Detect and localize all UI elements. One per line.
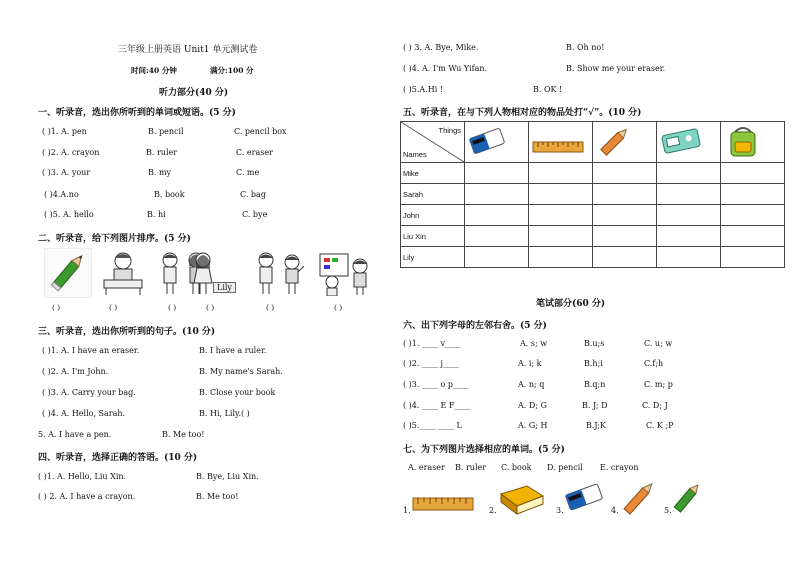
s4-q5-b: B. OK ! <box>533 85 563 94</box>
table-cell[interactable] <box>721 247 785 268</box>
s7-num-1: 1. <box>403 506 411 515</box>
s6-q2: ( )2. ____ j____ <box>403 359 459 368</box>
table-cell[interactable] <box>465 205 529 226</box>
things-label: Things <box>438 126 461 135</box>
s2-bracket-3: ( ) <box>168 303 177 312</box>
table-cell[interactable] <box>657 163 721 184</box>
table-cell[interactable] <box>465 226 529 247</box>
s1-q4: ( )4.A.no <box>44 190 79 199</box>
s7-option-b: B. ruler <box>455 463 487 472</box>
s6-q4-a: A. D; G <box>518 401 547 410</box>
ruler-picture <box>412 496 474 512</box>
greeting-kids-picture <box>254 250 306 296</box>
eraser-picture <box>563 480 605 514</box>
name-lily: Lily <box>401 247 465 268</box>
s1-q1-b: B. pencil <box>148 127 184 136</box>
s3-q5-b: B. Me too! <box>162 430 205 439</box>
s4-q4-a: ( )4. A. I'm Wu Yifan. <box>403 64 488 73</box>
name-liu-xin: Liu Xin <box>401 226 465 247</box>
table-cell[interactable] <box>465 184 529 205</box>
s7-num-5: 5. <box>664 506 672 515</box>
s4-q2-a: ( ) 2. A. I have a crayon. <box>38 492 136 501</box>
s2-bracket-1: ( ) <box>52 303 61 312</box>
table-cell[interactable] <box>529 226 593 247</box>
s1-q4-c: C. bag <box>240 190 266 199</box>
written-part-title: 笔试部分(60 分) <box>536 299 606 309</box>
lily-name-tag: Lily <box>213 282 236 293</box>
s6-q1-a: A. s; w <box>520 339 548 348</box>
s4-q5-a: ( )5.A.Hi ! <box>403 85 444 94</box>
table-cell[interactable] <box>593 226 657 247</box>
time-info: 时间:40 分钟 <box>131 66 177 75</box>
s1-q3-b: B. my <box>148 168 172 177</box>
s6-q4-c: C. D; J <box>642 401 668 410</box>
table-cell[interactable] <box>529 184 593 205</box>
ruler-icon <box>531 124 585 158</box>
s2-bracket-6: ( ) <box>334 303 343 312</box>
section7-title: 七、为下列图片选择相应的单词。(5 分) <box>403 445 565 455</box>
s6-q1: ( )1. ____ v____ <box>403 339 462 348</box>
s2-bracket-4: ( ) <box>206 303 215 312</box>
table-cell[interactable] <box>657 247 721 268</box>
s6-q2-b: B.h;i <box>584 359 603 368</box>
table-cell[interactable] <box>593 184 657 205</box>
s3-q3-a: ( )3. A. Carry your bag. <box>42 388 136 397</box>
s4-q4-b: B. Show me your eraser. <box>566 64 666 73</box>
s6-q3: ( )3. ____ o p____ <box>403 380 469 389</box>
table-cell[interactable] <box>529 163 593 184</box>
table-cell[interactable] <box>657 184 721 205</box>
book-picture <box>497 482 547 516</box>
header-crayon <box>593 122 657 163</box>
s3-q1-a: ( )1. A. I have an eraser. <box>42 346 140 355</box>
section1-title: 一、听录音，选出你所听到的单词或短语。(5 分) <box>38 108 236 118</box>
header-ruler <box>529 122 593 163</box>
s7-option-c: C. book <box>501 463 532 472</box>
bag-icon <box>723 124 763 158</box>
s4-q1-b: B. Bye, Liu Xin. <box>196 472 259 481</box>
s3-q1-b: B. I have a ruler. <box>199 346 267 355</box>
s7-num-2: 2. <box>489 506 497 515</box>
s1-q3: ( )3. A. your <box>42 168 91 177</box>
s6-q5: ( )5.____ ____ L <box>403 421 462 430</box>
table-cell[interactable] <box>721 205 785 226</box>
s4-q1-a: ( )1. A. Hello, Liu Xin. <box>38 472 127 481</box>
s1-q5-b: B. hi <box>147 210 166 219</box>
table-cell[interactable] <box>593 205 657 226</box>
s4-q3-b: B. Oh no! <box>566 43 605 52</box>
section4-title: 四、听录音，选择正确的答语。(10 分) <box>38 453 198 463</box>
header-pencil-box <box>657 122 721 163</box>
s1-q4-b: B. book <box>154 190 185 199</box>
s1-q3-c: C. me <box>236 168 260 177</box>
s1-q1: ( )1. A. pen <box>42 127 87 136</box>
table-cell[interactable] <box>721 163 785 184</box>
header-eraser <box>465 122 529 163</box>
s7-num-3: 3. <box>556 506 564 515</box>
s6-q3-c: C. m; p <box>644 380 673 389</box>
s6-q1-c: C. u; w <box>644 339 673 348</box>
s7-option-e: E. crayon <box>600 463 639 472</box>
table-cell[interactable] <box>465 247 529 268</box>
s1-q1-c: C. pencil box <box>234 127 287 136</box>
s6-q4-b: B. J; D <box>582 401 608 410</box>
score-info: 满分:100 分 <box>210 66 254 75</box>
s6-q5-a: A. G; H <box>518 421 548 430</box>
s7-option-d: D. pencil <box>547 463 583 472</box>
s1-q5: ( )5. A. hello <box>44 210 94 219</box>
s7-option-a: A. eraser <box>408 463 445 472</box>
table-cell[interactable] <box>593 163 657 184</box>
s6-q1-b: B.u;s <box>584 339 605 348</box>
s6-q2-a: A. i; k <box>518 359 542 368</box>
name-john: John <box>401 205 465 226</box>
s4-q2-b: B. Me too! <box>196 492 239 501</box>
teacher-board-picture <box>318 250 374 296</box>
name-sarah: Sarah <box>401 184 465 205</box>
matching-table <box>400 121 785 268</box>
section2-title: 二、听录音，给下列图片排序。(5 分) <box>38 234 191 244</box>
s6-q3-a: A. n; q <box>518 380 545 389</box>
s3-q3-b: B. Close your book <box>199 388 276 397</box>
s3-q4-b: B. Hi, Lily.( ) <box>199 409 250 418</box>
pencil-picture <box>44 248 92 298</box>
s2-bracket-2: ( ) <box>109 303 118 312</box>
section6-title: 六、出下列字母的左邻右舍。(5 分) <box>403 321 547 331</box>
crayon-icon <box>595 124 635 158</box>
table-cell[interactable] <box>721 226 785 247</box>
s3-q5-a: 5. A. I have a pen. <box>38 430 112 439</box>
s1-q5-c: C. bye <box>242 210 268 219</box>
s1-q2-b: B. ruler <box>146 148 178 157</box>
s3-q2-a: ( )2. A. I'm John. <box>42 367 109 376</box>
names-label: Names <box>403 150 427 159</box>
eraser-icon <box>467 124 507 158</box>
s6-q2-c: C.f;h <box>644 359 664 368</box>
s1-q2: ( )2. A. crayon <box>42 148 100 157</box>
table-corner-cell <box>401 122 465 163</box>
listening-part-title: 听力部分(40 分) <box>159 88 229 98</box>
s6-q3-b: B.q;n <box>584 380 606 389</box>
table-cell[interactable] <box>529 205 593 226</box>
table-cell[interactable] <box>657 226 721 247</box>
s6-q5-b: B.J;K <box>586 421 606 430</box>
s7-num-4: 4. <box>611 506 619 515</box>
crayon-picture <box>618 480 660 516</box>
s2-bracket-5: ( ) <box>266 303 275 312</box>
header-bag <box>721 122 785 163</box>
s4-q3-a: ( ) 3. A. Bye, Mike. <box>403 43 479 52</box>
table-cell[interactable] <box>721 184 785 205</box>
s6-q4: ( )4. ____ E F____ <box>403 401 471 410</box>
s6-q5-c: C. K ;P <box>646 421 674 430</box>
table-cell[interactable] <box>657 205 721 226</box>
pencil-box-icon <box>659 124 703 158</box>
table-cell[interactable] <box>529 247 593 268</box>
section3-title: 三、听录音，选出你所听到的句子。(10 分) <box>38 327 216 337</box>
s1-q2-c: C. eraser <box>236 148 273 157</box>
table-cell[interactable] <box>593 247 657 268</box>
table-cell[interactable] <box>465 163 529 184</box>
s3-q2-b: B. My name's Sarah. <box>199 367 283 376</box>
s3-q4-a: ( )4. A. Hello, Sarah. <box>42 409 126 418</box>
pencil-picture-2 <box>670 480 704 516</box>
name-mike: Mike <box>401 163 465 184</box>
page-title: 三年级上册英语 Unit1 单元测试卷 <box>118 45 258 55</box>
section5-title: 五、听录音，在与下列人物相对应的物品处打“√”。(10 分) <box>403 108 642 118</box>
boy-at-desk-picture <box>100 250 146 296</box>
